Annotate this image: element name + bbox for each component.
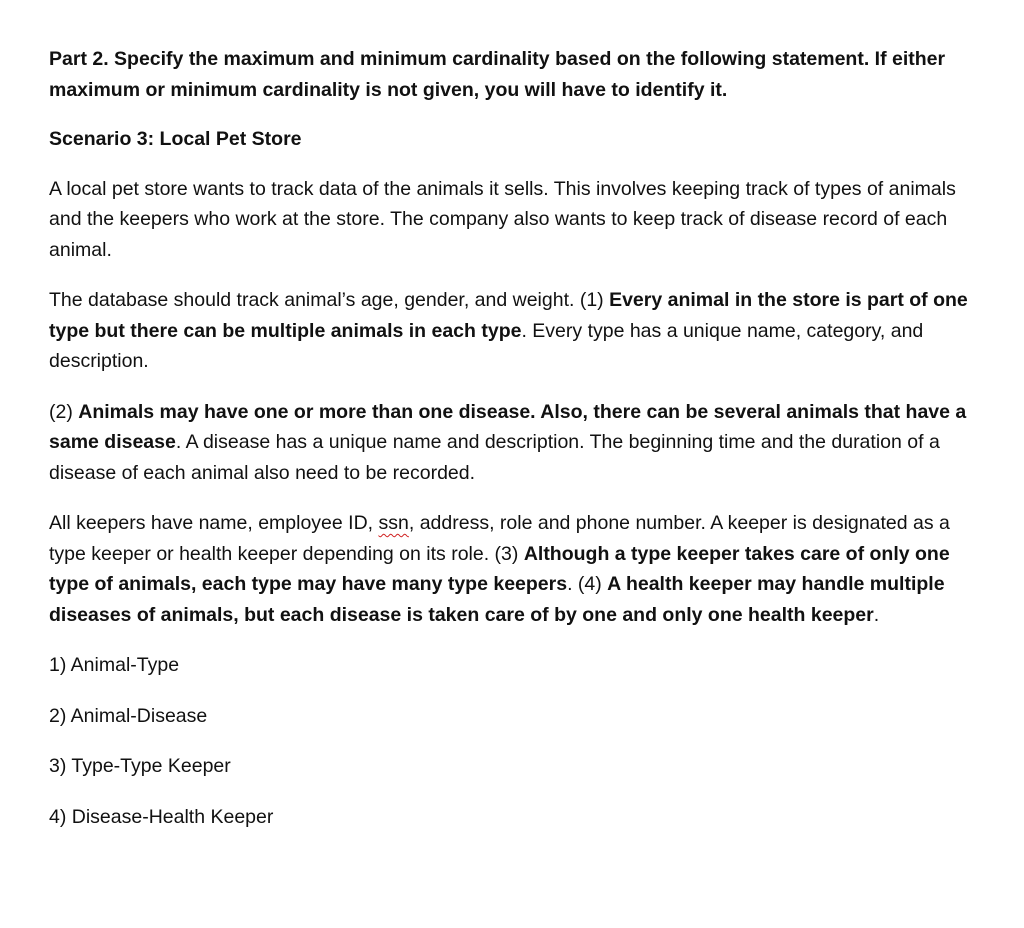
question-item: 1) Animal-Type [49, 654, 180, 676]
statement-2b: Also, there can be several animals that have a same disease [49, 400, 967, 453]
question-item: 4) Disease-Health Keeper [49, 805, 274, 828]
keeper-mid-2: . (4) [567, 573, 608, 595]
animal-type-tail: . Every type has a unique name, category, and description. [49, 319, 924, 372]
statement-2-separator: . [530, 400, 541, 423]
animal-disease-paragraph [49, 397, 984, 489]
keeper-paragraph [49, 508, 984, 630]
keeper-tail: . [873, 603, 880, 626]
ssn-spellcheck-word: ssn [378, 512, 409, 534]
keeper-mid-1: , address, role and phone number. A keeper is designated as a type keeper or health keeper depending on its role. (3) [49, 512, 950, 565]
statement-2a: Animals may have one or more than one disease [78, 400, 531, 423]
question-list [49, 650, 984, 832]
animal-type-lead: The database should track animal’s age, gender, and weight. (1) [49, 289, 610, 311]
statement-3: Although a type keeper takes care of only one type of animals, each type may have many type keepers [49, 542, 950, 595]
statement-1: Every animal in the store is part of one type but there can be multiple animals in each type [49, 289, 968, 342]
statement-4: A health keeper may handle multiple diseases of animals, but each disease is taken care of by one and only one health keeper [49, 573, 945, 626]
intro-paragraph: A local pet store wants to track data of the animals it sells. This involves keeping track of types of animals and the keepers who work at the store. The company also wants to keep track of disease record of each animal. [49, 177, 956, 261]
animal-type-paragraph [49, 285, 984, 377]
document-body [49, 44, 984, 852]
scenario-title: Scenario 3: Local Pet Store [49, 128, 302, 150]
question-item: 2) Animal-Disease [49, 704, 208, 727]
part-title: Part 2. Specify the maximum and minimum cardinality based on the following statement. If either maximum or minimum cardinality is not given, you will have to identify it. [49, 48, 946, 101]
animal-disease-tail: . A disease has a unique name and description. The beginning time and the duration of a disease of each animal also need to be recorded. [49, 431, 940, 484]
animal-disease-lead: (2) [49, 400, 79, 423]
question-item: 3) Type-Type Keeper [49, 755, 231, 777]
keeper-lead: All keepers have name, employee ID, [49, 512, 379, 534]
